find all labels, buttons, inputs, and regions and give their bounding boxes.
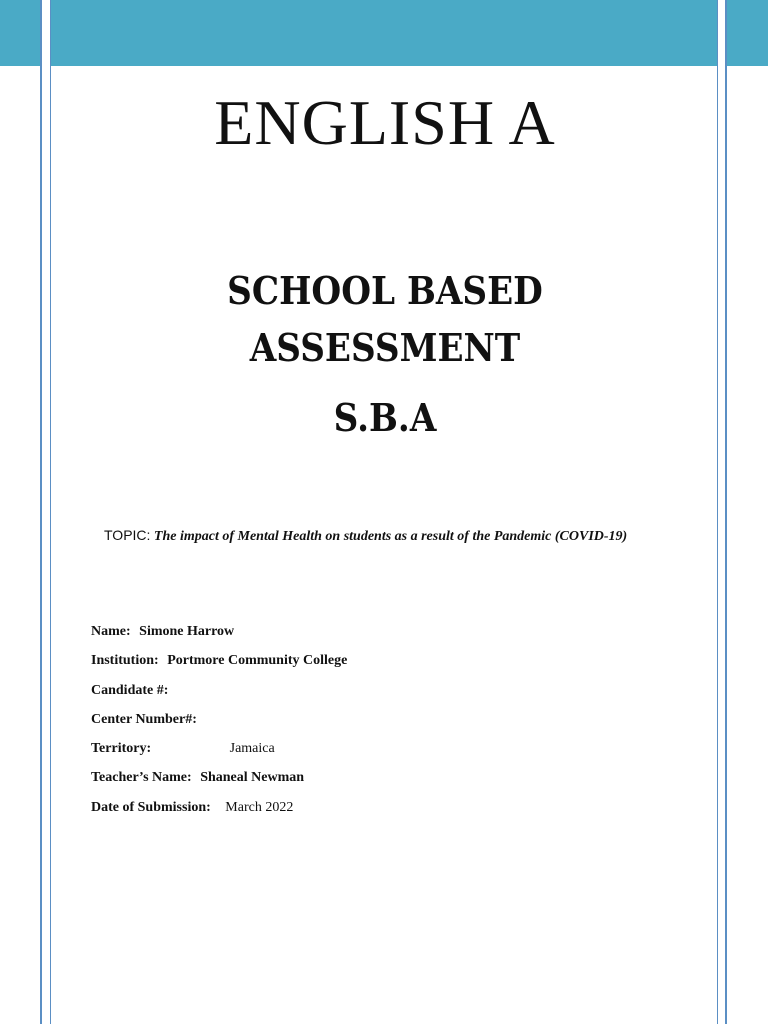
topic-text: The impact of Mental Health on students as a result of the Pandemic (COVID-19) <box>153 529 628 544</box>
candidate-number-row <box>91 681 691 710</box>
cover-page <box>50 0 718 1024</box>
submission-date-label: Date of Submission: <box>91 799 211 815</box>
topic-label: TOPIC: <box>104 527 151 543</box>
subtitle-line-1: SCHOOL BASED <box>227 268 543 313</box>
candidate-number-label: Candidate #: <box>91 682 169 698</box>
name-row <box>91 622 691 651</box>
submission-date-value: March 2022 <box>225 799 294 815</box>
header-band <box>51 0 717 66</box>
right-page-header-band <box>727 0 768 66</box>
topic-line <box>104 527 704 545</box>
candidate-details <box>91 622 691 827</box>
center-number-row <box>91 710 691 739</box>
left-page-header-band <box>0 0 40 66</box>
right-border-line <box>725 0 727 1024</box>
institution-row <box>91 651 691 680</box>
teacher-value: Shaneal Newman <box>200 770 305 786</box>
territory-value: Jamaica <box>229 741 275 757</box>
name-label: Name: <box>91 624 131 639</box>
submission-date-row <box>91 798 691 827</box>
center-number-label: Center Number#: <box>91 711 197 727</box>
document-title: ENGLISH A <box>214 87 556 158</box>
teacher-label: Teacher’s Name: <box>91 770 192 786</box>
name-value: Simone Harrow <box>139 624 235 639</box>
institution-value: Portmore Community College <box>167 653 348 669</box>
territory-row <box>91 739 691 768</box>
territory-label: Territory: <box>91 741 152 757</box>
teacher-row <box>91 768 691 797</box>
subtitle-line-2: ASSESSMENT <box>249 325 521 370</box>
left-border-line <box>40 0 42 1024</box>
institution-label: Institution: <box>91 653 159 669</box>
subtitle-line-3: S.B.A <box>333 395 437 440</box>
